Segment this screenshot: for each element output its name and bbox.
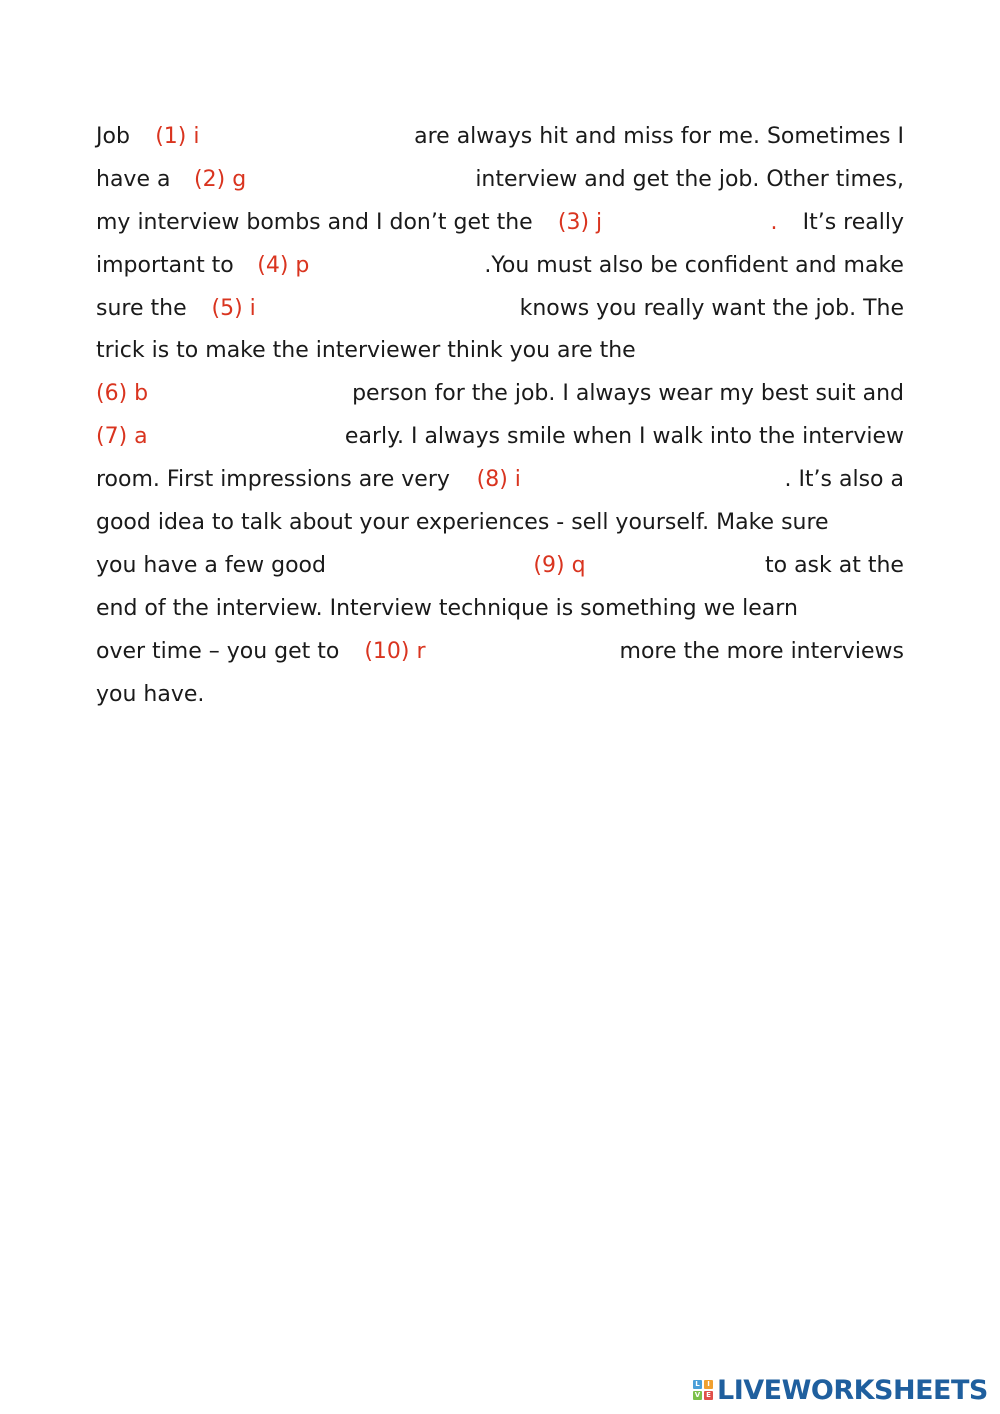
passage-text: sure the	[96, 295, 194, 321]
worksheet-passage	[96, 116, 904, 716]
passage-text: you have a few good	[96, 552, 326, 578]
logo-mark-tile: L	[693, 1380, 702, 1389]
passage-line-13	[96, 631, 904, 674]
passage-text: trick is to make the interviewer think you are the	[96, 338, 636, 364]
blank-cue-label: (9) q	[533, 552, 586, 578]
passage-text: have a	[96, 166, 178, 192]
passage-text: .You must also be confident and make	[484, 252, 904, 278]
passage-line-10	[96, 502, 904, 545]
passage-text: person for the job. I always wear my best suit and	[352, 381, 904, 407]
liveworksheets-logo-icon	[693, 1380, 713, 1400]
passage-text: end of the interview. Interview technique is something we learn	[96, 595, 798, 621]
passage-line-2	[96, 159, 904, 202]
logo-wordmark: LIVEWORKSHEETS	[717, 1374, 988, 1406]
answer-blank[interactable]	[594, 545, 756, 588]
answer-blank[interactable]	[444, 631, 602, 674]
blank-cue-label: (3) j	[557, 209, 603, 235]
blank-cue-label: (1) i	[155, 124, 200, 149]
answer-blank[interactable]	[541, 459, 765, 502]
passage-line-7	[96, 373, 904, 416]
passage-line-11	[96, 545, 904, 588]
blank-cue-label: (10) r	[364, 638, 426, 664]
passage-text: . It’s also a	[784, 467, 904, 493]
answer-blank[interactable]	[218, 116, 396, 159]
passage-text: early. I always smile when I walk into the interview	[344, 424, 904, 450]
answer-blank[interactable]	[335, 545, 525, 588]
passage-text: are always hit and miss for me. Sometimes I	[414, 124, 904, 149]
logo-mark-tile: E	[704, 1391, 713, 1400]
passage-line-3	[96, 202, 904, 245]
answer-blank[interactable]	[179, 373, 321, 416]
passage-text: interview and get the job. Other times,	[475, 166, 904, 192]
passage-text: more the more interviews	[619, 638, 904, 664]
blank-cue-label: (8) i	[476, 467, 521, 493]
passage-text: It’s really	[795, 209, 904, 235]
passage-text: over time – you get to	[96, 638, 347, 664]
blank-cue-label: (7) a	[96, 424, 148, 450]
blank-cue-label: (4) p	[257, 252, 310, 278]
passage-line-14	[96, 674, 904, 717]
passage-text: room. First impressions are very	[96, 467, 457, 493]
passage-line-6	[96, 330, 904, 373]
liveworksheets-logo	[693, 1372, 988, 1408]
passage-line-8	[96, 416, 904, 459]
blank-cue-label: (6) b	[96, 381, 149, 407]
passage-line-9	[96, 459, 904, 502]
blank-cue-label: .	[770, 209, 778, 235]
blank-cue-label: (2) g	[194, 166, 247, 192]
passage-text: knows you really want the job. The	[519, 295, 904, 321]
logo-mark-tile: I	[704, 1380, 713, 1389]
blank-cue-label: (5) i	[211, 295, 256, 321]
answer-blank[interactable]	[183, 416, 309, 459]
passage-text: Job	[96, 124, 137, 149]
answer-blank[interactable]	[274, 288, 502, 331]
logo-mark-tile: V	[694, 1391, 701, 1399]
passage-line-1	[96, 116, 904, 159]
passage-line-5	[96, 288, 904, 331]
answer-blank[interactable]	[263, 159, 459, 202]
passage-text: you have.	[96, 681, 205, 707]
passage-line-12	[96, 588, 904, 631]
passage-text: important to	[96, 252, 241, 278]
passage-text: my interview bombs and I don’t get the	[96, 209, 540, 235]
answer-blank[interactable]	[620, 202, 752, 245]
passage-text: to ask at the	[764, 552, 904, 578]
passage-text: good idea to talk about your experiences - sell yourself. Make sure	[96, 510, 829, 536]
passage-line-4	[96, 245, 904, 288]
answer-blank[interactable]	[326, 245, 468, 288]
